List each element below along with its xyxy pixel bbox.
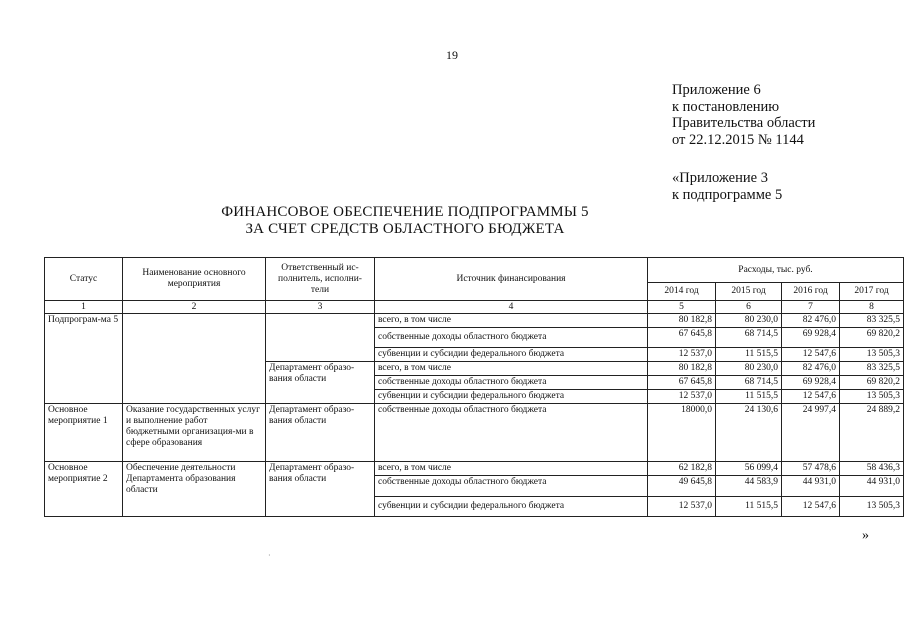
value-cell: 82 476,0 bbox=[782, 314, 840, 328]
value-cell: 12 547,6 bbox=[782, 497, 840, 517]
value-cell: 69 928,4 bbox=[782, 376, 840, 390]
column-number: 7 bbox=[782, 301, 840, 314]
value-cell: 11 515,5 bbox=[716, 390, 782, 404]
value-cell: 80 182,8 bbox=[648, 362, 716, 376]
header-source: Источник финансирования bbox=[375, 258, 648, 301]
closing-quote: » bbox=[862, 528, 869, 543]
source-cell: собственные доходы областного бюджета bbox=[375, 328, 648, 348]
column-number: 4 bbox=[375, 301, 648, 314]
value-cell: 11 515,5 bbox=[716, 348, 782, 362]
value-cell: 69 820,2 bbox=[840, 376, 904, 390]
value-cell: 13 505,3 bbox=[840, 497, 904, 517]
scan-speck: · bbox=[268, 551, 271, 560]
value-cell: 11 515,5 bbox=[716, 497, 782, 517]
source-cell: субвенции и субсидии федерального бюджета bbox=[375, 390, 648, 404]
value-cell: 69 928,4 bbox=[782, 328, 840, 348]
source-cell: всего, в том числе bbox=[375, 462, 648, 476]
value-cell: 56 099,4 bbox=[716, 462, 782, 476]
header-row bbox=[45, 258, 904, 283]
value-cell: 12 537,0 bbox=[648, 348, 716, 362]
value-cell: 44 931,0 bbox=[840, 476, 904, 497]
value-cell: 67 645,8 bbox=[648, 328, 716, 348]
value-cell: 12 547,6 bbox=[782, 390, 840, 404]
value-cell: 49 645,8 bbox=[648, 476, 716, 497]
value-cell: 13 505,3 bbox=[840, 390, 904, 404]
column-number: 8 bbox=[840, 301, 904, 314]
header-year: 2016 год bbox=[782, 283, 840, 301]
financing-table bbox=[44, 257, 904, 517]
value-cell: 12 537,0 bbox=[648, 390, 716, 404]
executor-cell: Департамент образо-вания области bbox=[266, 404, 375, 462]
status-cell: Основное мероприятие 1 bbox=[45, 404, 123, 462]
value-cell: 83 325,5 bbox=[840, 362, 904, 376]
value-cell: 44 583,9 bbox=[716, 476, 782, 497]
source-cell: субвенции и субсидии федерального бюджета bbox=[375, 348, 648, 362]
value-cell: 24 889,2 bbox=[840, 404, 904, 462]
title-line: ФИНАНСОВОЕ ОБЕСПЕЧЕНИЕ ПОДПРОГРАММЫ 5 bbox=[221, 204, 589, 220]
table-row bbox=[45, 314, 904, 328]
appendix-line: Правительства области bbox=[672, 115, 816, 131]
status-cell: Подпрограм-ма 5 bbox=[45, 314, 123, 404]
value-cell: 18000,0 bbox=[648, 404, 716, 462]
executor-cell: Департамент образо-вания области bbox=[266, 362, 375, 404]
header-status: Статус bbox=[45, 258, 123, 301]
value-cell: 12 547,6 bbox=[782, 348, 840, 362]
header-year: 2015 год bbox=[716, 283, 782, 301]
appendix-line: от 22.12.2015 № 1144 bbox=[672, 131, 804, 148]
value-cell: 57 478,6 bbox=[782, 462, 840, 476]
column-number: 6 bbox=[716, 301, 782, 314]
value-cell: 69 820,2 bbox=[840, 328, 904, 348]
title-line: ЗА СЧЕТ СРЕДСТВ ОБЛАСТНОГО БЮДЖЕТА bbox=[245, 221, 565, 237]
appendix-line: к постановлению bbox=[672, 98, 780, 115]
inner-appendix-block bbox=[672, 170, 782, 203]
measure-cell bbox=[123, 314, 266, 404]
table-row bbox=[45, 404, 904, 462]
value-cell: 68 714,5 bbox=[716, 328, 782, 348]
header-year: 2014 год bbox=[648, 283, 716, 301]
header-measure: Наименование основного мероприятия bbox=[123, 258, 266, 301]
measure-cell: Оказание государственных услуг и выполнение работ бюджетными организация-ми в сфере образования bbox=[123, 404, 266, 462]
column-number: 3 bbox=[266, 301, 375, 314]
value-cell: 24 997,4 bbox=[782, 404, 840, 462]
value-cell: 68 714,5 bbox=[716, 376, 782, 390]
value-cell: 44 931,0 bbox=[782, 476, 840, 497]
inner-appendix-line: к подпрограмме 5 bbox=[672, 186, 783, 203]
measure-cell: Обеспечение деятельности Департамента образования области bbox=[123, 462, 266, 517]
column-number: 2 bbox=[123, 301, 266, 314]
page-number: 19 bbox=[446, 48, 458, 62]
executor-cell: Департамент образо-вания области bbox=[266, 462, 375, 517]
header-year: 2017 год bbox=[840, 283, 904, 301]
header-executor: Ответственный ис-полнитель, исполни-тели bbox=[266, 258, 375, 301]
value-cell: 24 130,6 bbox=[716, 404, 782, 462]
value-cell: 12 537,0 bbox=[648, 497, 716, 517]
column-number-row bbox=[45, 301, 904, 314]
source-cell: собственные доходы областного бюджета bbox=[375, 404, 648, 462]
source-cell: всего, в том числе bbox=[375, 362, 648, 376]
value-cell: 67 645,8 bbox=[648, 376, 716, 390]
value-cell: 80 230,0 bbox=[716, 362, 782, 376]
value-cell: 83 325,5 bbox=[840, 314, 904, 328]
header-expenses: Расходы, тыс. руб. bbox=[648, 258, 904, 283]
source-cell: всего, в том числе bbox=[375, 314, 648, 328]
status-cell: Основное мероприятие 2 bbox=[45, 462, 123, 517]
value-cell: 58 436,3 bbox=[840, 462, 904, 476]
source-cell: субвенции и субсидии федерального бюджета bbox=[375, 497, 648, 517]
source-cell: собственные доходы областного бюджета bbox=[375, 476, 648, 497]
value-cell: 80 182,8 bbox=[648, 314, 716, 328]
appendix-line: Приложение 6 bbox=[672, 82, 761, 98]
table-row bbox=[45, 462, 904, 476]
value-cell: 80 230,0 bbox=[716, 314, 782, 328]
executor-cell bbox=[266, 314, 375, 362]
value-cell: 13 505,3 bbox=[840, 348, 904, 362]
column-number: 5 bbox=[648, 301, 716, 314]
value-cell: 62 182,8 bbox=[648, 462, 716, 476]
inner-appendix-line: «Приложение 3 bbox=[672, 170, 768, 186]
value-cell: 82 476,0 bbox=[782, 362, 840, 376]
column-number: 1 bbox=[45, 301, 123, 314]
document-title bbox=[150, 204, 660, 238]
source-cell: собственные доходы областного бюджета bbox=[375, 376, 648, 390]
appendix-block bbox=[672, 82, 815, 148]
